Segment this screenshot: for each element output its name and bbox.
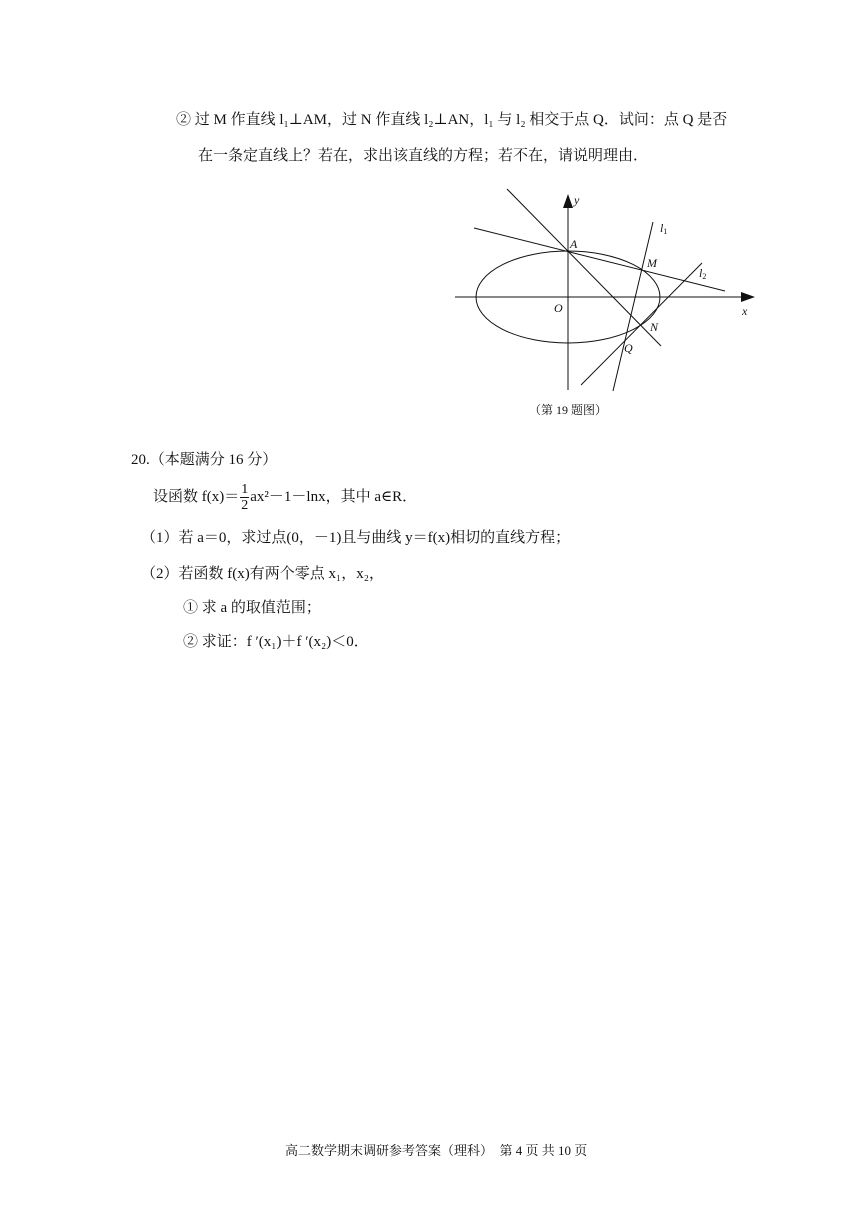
line-am (474, 228, 725, 291)
q20-intro (153, 480, 417, 514)
label-m: M (647, 256, 657, 270)
line-l2 (581, 263, 702, 385)
fraction-one-half (240, 482, 249, 513)
page-footer: 高二数学期末调研参考答案（理科） 第 4 页 共 10 页 (285, 1143, 588, 1158)
label-q: Q (624, 341, 633, 355)
fraction-numerator: 1 (241, 482, 249, 498)
q20-sub2: ② 求证：f ′(x₁)＋f ′(x₂)＜0． (183, 634, 369, 650)
label-l2: l2 (699, 266, 707, 281)
label-n: N (650, 320, 659, 334)
label-y: y (574, 193, 580, 207)
y-axis-arrow (563, 194, 573, 208)
ellipse-figure (450, 188, 760, 398)
q20-sub1: ① 求 a 的取值范围； (183, 600, 321, 616)
fraction-denominator: 2 (241, 498, 249, 514)
q20-heading: 20.（本题满分 16 分） (131, 452, 278, 468)
label-o: O (554, 301, 563, 315)
q20-part2: （2）若函数 f(x)有两个零点 x₁，x₂， (141, 566, 384, 582)
q19-part2-line1: ② 过 M 作直线 l₁⊥AM，过 N 作直线 l₂⊥AN，l₁ 与 l₂ 相交于点 Q．试问：点 Q 是否 (176, 112, 728, 128)
line-l1 (613, 222, 653, 391)
q20-intro-post: ax²－1－lnx，其中 a∈R． (250, 489, 418, 505)
label-a: A (570, 237, 578, 251)
label-l1: l1 (660, 221, 668, 236)
q19-part2-line2: 在一条定直线上？若在，求出该直线的方程；若不在，请说明理由． (198, 148, 649, 164)
q20-part1: （1）若 a＝0，求过点(0，－1)且与曲线 y＝f(x)相切的直线方程； (141, 530, 571, 546)
label-x: x (742, 304, 748, 318)
x-axis-arrow (741, 292, 755, 302)
q20-intro-pre: 设函数 f(x)＝ (153, 489, 240, 505)
figure-caption: （第 19 题图） (529, 403, 608, 417)
